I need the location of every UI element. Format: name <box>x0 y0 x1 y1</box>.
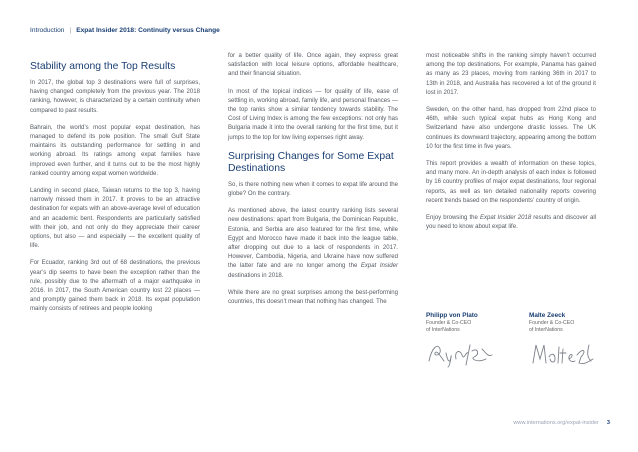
signature-block <box>426 312 601 382</box>
signatory-role: of InterNations <box>529 326 563 333</box>
footer-url: www.internations.org/expat-insider <box>513 420 599 426</box>
paragraph <box>228 207 398 281</box>
paragraph <box>426 214 596 232</box>
paragraph: most noticeable shifts in the ranking simply haven’t occurred among the top destinations. For example, Panama has gained as many as 23 places, moving from ranking 36th in 2017 to 13th in 2018, and Australia has recovered a lot of the ground it lost in 2017. <box>426 53 596 96</box>
paragraph: For Ecuador, ranking 3rd out of 68 destinations, the previous year’s dip seems to have been the exception rather than the rule, possibly due to the aftermath of a major earthquake in 2016. In 2017, the South American country lost 22 places — and promptly gained them back in 2018. Its expat population mainly consists of retirees and people looking <box>30 260 200 313</box>
running-header <box>30 27 220 34</box>
column-2 <box>228 52 398 315</box>
header-title: Expat Insider 2018: Continuity versus Change <box>76 27 220 34</box>
header-separator: | <box>69 27 72 34</box>
text-run: destinations in 2018. <box>228 272 284 279</box>
text-run: As mentioned above, the latest country ranking lists several new destinations: apart from Bulgaria, the Dominican Republic, Estonia, and Serbia are also featured for the first time, while Egypt and Morocco have made it back into the league table, after dropping out due to a lack of respondents in 2017. However, Cambodia, Nigeria, and Ukraine have now suffered the latter fate and are no longer among the <box>228 208 398 270</box>
page-number: 3 <box>606 420 610 426</box>
paragraph: So, is there nothing new when it comes to expat life around the globe? On the contrary. <box>228 181 398 198</box>
column-1 <box>30 61 200 323</box>
section-heading-surprising-changes: Surprising Changes for Some Expat Destinations <box>228 150 394 174</box>
paragraph: for a better quality of life. Once again, they express great satisfaction with local leisure options, affordable healthcare, and their financial situation. <box>228 53 398 78</box>
text-run: Enjoy browsing the <box>426 215 480 222</box>
signatory-name: Malte Zeeck <box>529 312 566 319</box>
signatory-role: Founder & Co-CEO <box>426 320 472 326</box>
signatory-malte <box>529 312 619 369</box>
paragraph: Bahrain, the world’s most popular expat destination, has managed to defend its pole position. The small Gulf State maintains its outstanding performance for settling in and working abroad. Its ratings among expat families have improved even further, and it turns out to be the most highly ranked country among expat women worldwide. <box>30 124 200 177</box>
paragraph: In 2017, the global top 3 destinations were full of surprises, having changed completely from the previous year. The 2018 ranking, however, is characterized by a certain continuity when compared to past results. <box>30 80 200 114</box>
paragraph: Landing in second place, Taiwan returns to the top 3, having narrowly missed them in 2017. It proves to be an attractive destination for expats with an above-average level of education and an academic bent. Respondents are particularly satisfied with their job, and not only do they appreciate their career options, but also — and especially — the excellent quality of life. <box>30 188 200 250</box>
signatory-name: Philipp von Plato <box>426 312 478 319</box>
publication-title: Expat Insider 2018 <box>479 215 532 222</box>
paragraph: While there are no great surprises among the best-performing countries, this doesn’t mean that nothing has changed. The <box>228 289 398 306</box>
handwritten-signature <box>426 339 496 369</box>
paragraph: In most of the topical indices — for quality of life, ease of settling in, working abroad, family life, and personal finances — the top ranks show a similar tendency towards stability. The Cost of Living Index is among the few exceptions: not only has Bulgaria made it into the overall ranking for the first time, but it jumps to the top for low living expenses right away. <box>228 88 398 141</box>
column-3 <box>426 52 596 240</box>
paragraph: This report provides a wealth of information on these topics, and many more. An in-depth analysis of each index is followed by 16 country profiles of major expat destinations, four regional reports, as well as ten detailed nationality reports covering recent trends based on the respondents’ country of origin. <box>426 161 596 204</box>
signatory-philipp <box>426 312 516 369</box>
signatory-role: of InterNations <box>426 326 460 333</box>
text-run: results and discover all you need to know about expat life. <box>426 215 597 231</box>
handwritten-signature <box>529 339 599 369</box>
signatory-role: Founder & Co-CEO <box>529 320 575 326</box>
publication-title: Expat Insider <box>360 263 398 270</box>
page-footer <box>513 420 610 426</box>
header-section: Introduction <box>30 27 65 34</box>
paragraph: Sweden, on the other hand, has dropped from 22nd place to 46th, while such typical expat hubs as Hong Kong and Switzerland have also undergone drastic losses. The UK continues its downward trajectory, appearing among the bottom 10 for the first time in five years. <box>426 107 596 150</box>
section-heading-stability: Stability among the Top Results <box>30 61 176 72</box>
